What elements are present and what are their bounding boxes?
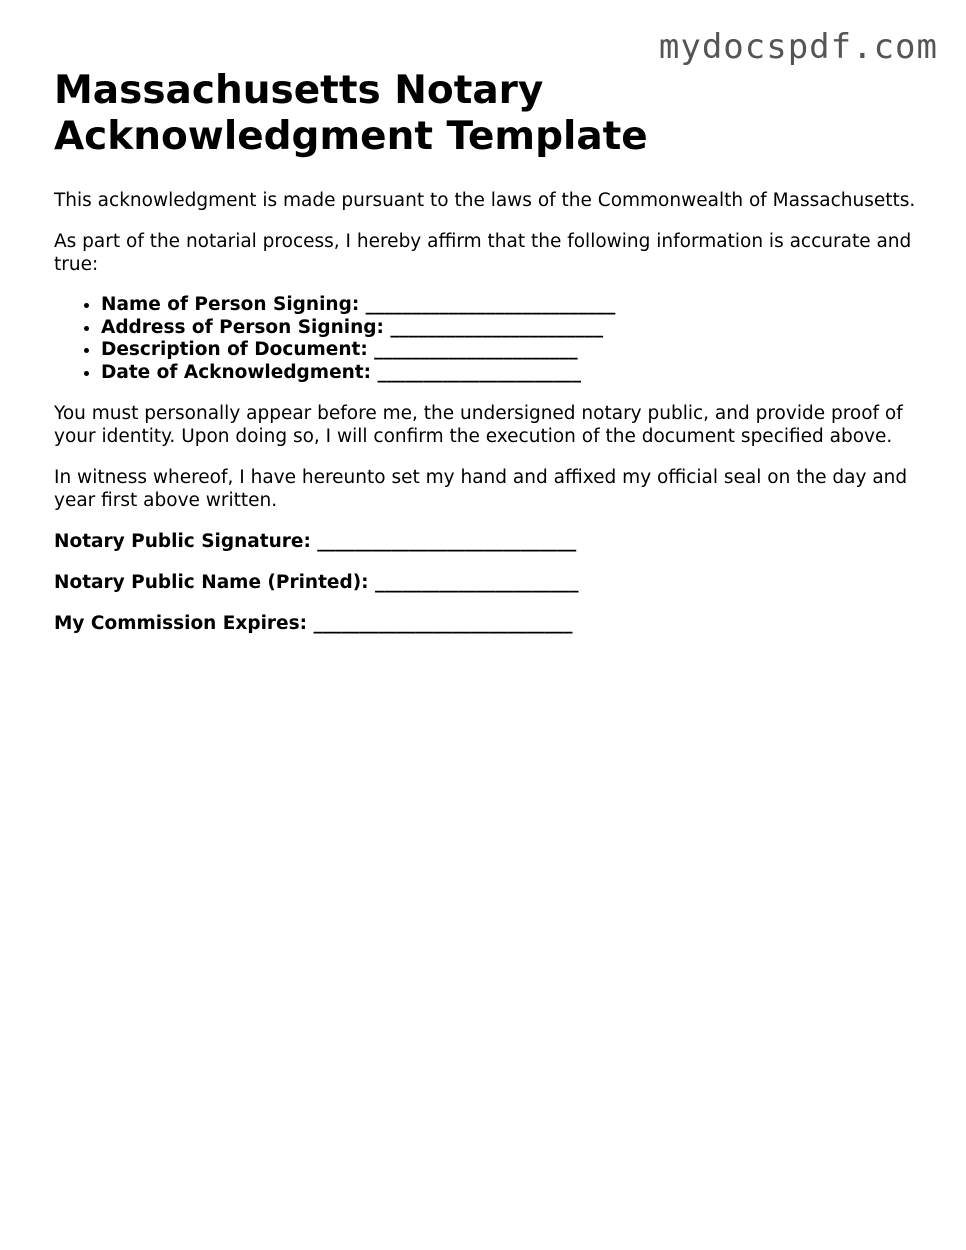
witness-paragraph: In witness whereof, I have hereunto set my hand and affixed my official seal on the day and year first above written. (54, 467, 908, 511)
page-title: Massachusetts Notary Acknowledgment Template (54, 68, 648, 159)
document-page (54, 68, 924, 635)
appear-paragraph: You must personally appear before me, the undersigned notary public, and provide proof of your identity. Upon doing so, I will confirm the execution of the document specified above. (54, 403, 903, 447)
field-description-of-document: • Description of Document: ______________________ (101, 339, 924, 362)
commission-expires-line: My Commission Expires: ____________________________ (54, 613, 573, 634)
field-date-of-acknowledgment: • Date of Acknowledgment: ______________________ (101, 362, 924, 385)
watermark: mydocspdf.com (658, 27, 938, 67)
field-address-of-person-signing: • Address of Person Signing: _______________________ (101, 317, 924, 340)
intro-paragraph: This acknowledgment is made pursuant to the laws of the Commonwealth of Massachusetts. (54, 190, 916, 211)
fields-list (54, 294, 924, 384)
affirm-paragraph: As part of the notarial process, I hereby affirm that the following information is accurate and true: (54, 231, 912, 275)
notary-name-line: Notary Public Name (Printed): ______________________ (54, 572, 579, 593)
field-name-of-person-signing: • Name of Person Signing: ___________________________ (101, 294, 924, 317)
notary-signature-line: Notary Public Signature: ____________________________ (54, 531, 577, 552)
